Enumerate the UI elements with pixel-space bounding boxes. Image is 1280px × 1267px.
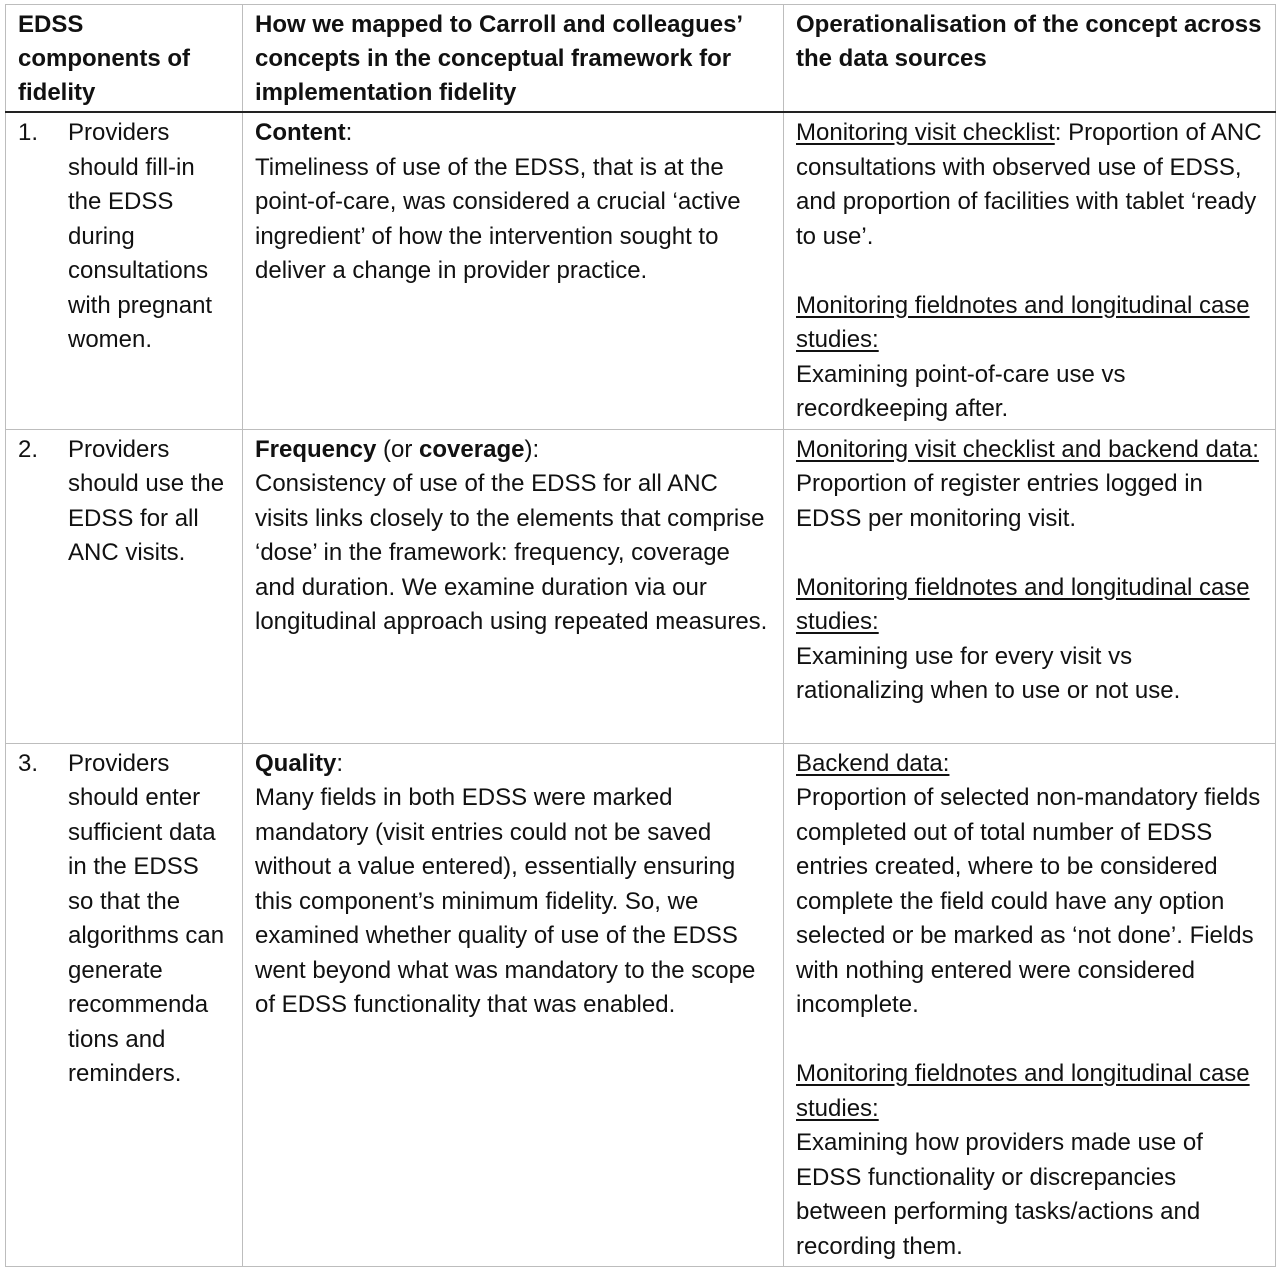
table-row	[6, 429, 1276, 743]
header-carroll-mapping: How we mapped to Carroll and colleagues’ concepts in the conceptual framework for implementation fidelity	[243, 5, 784, 113]
concept-suffix: :	[345, 119, 353, 146]
concept-name: Content	[255, 119, 346, 146]
header-row	[6, 5, 1276, 113]
data-source-label: Monitoring fieldnotes and longitudinal case studies:	[796, 291, 1250, 353]
data-source-sep: :	[1054, 119, 1069, 146]
concept-text: Consistency of use of the EDSS for all ANC visits links closely to the elements that comprise ‘dose’ in the framework: frequency, coverage and duration. We examine duration via our longitudinal approach using repeated measures.	[255, 470, 768, 635]
concept-name-alt: coverage	[419, 435, 525, 463]
concept-cell	[243, 743, 784, 1267]
data-source-label: Monitoring fieldnotes and longitudinal case studies:	[796, 573, 1250, 635]
paragraph-gap	[796, 1023, 1263, 1058]
op-entry	[796, 433, 1263, 537]
operationalisation-cell	[784, 429, 1276, 743]
row-number: 3.	[18, 749, 39, 777]
row-number: 1.	[18, 119, 39, 146]
operationalisation-cell	[784, 112, 1276, 429]
op-entry	[796, 116, 1263, 254]
concept-mid: (or	[376, 435, 420, 463]
concept-text: Many fields in both EDSS were marked mandatory (visit entries could not be saved without a value entered), essentially ensuring this component’s minimum fidelity. So, we examined whether quality of use of the EDSS went beyond what was mandatory to the scope of EDSS functionality that was enabled.	[255, 784, 756, 1018]
table-row	[6, 743, 1276, 1267]
op-entry	[796, 571, 1263, 709]
op-entry	[796, 1057, 1263, 1264]
paragraph-gap	[796, 536, 1263, 571]
operationalisation-cell	[784, 743, 1276, 1267]
data-source-label: Monitoring visit checklist and backend data:	[796, 435, 1259, 463]
data-source-label: Monitoring visit checklist	[796, 119, 1055, 146]
op-text: Examining use for every visit vs rationalizing when to use or not use.	[796, 642, 1181, 704]
concept-name: Quality	[255, 749, 337, 777]
op-entry	[796, 289, 1263, 427]
op-text: Proportion of ANC consultations with observed use of EDSS, and proportion of facilities with tablet ‘ready to use’.	[796, 119, 1262, 250]
table-row	[6, 112, 1276, 429]
component-text: Providers should enter sufficient data in the EDSS so that the algorithms can generate recommenda tions and reminders.	[68, 749, 225, 1087]
concept-cell	[243, 429, 784, 743]
component-cell	[6, 429, 243, 743]
concept-heading	[255, 116, 771, 151]
op-text: Examining how providers made use of EDSS functionality or discrepancies between performing tasks/actions and recording them.	[796, 1129, 1203, 1260]
concept-heading	[255, 433, 771, 468]
concept-name: Frequency	[255, 435, 377, 463]
header-operationalisation: Operationalisation of the concept across the data sources	[784, 5, 1276, 113]
concept-heading	[255, 747, 771, 782]
concept-cell	[243, 112, 784, 429]
component-cell	[6, 112, 243, 429]
op-text: Examining point-of-care use vs recordkeeping after.	[796, 360, 1126, 422]
op-text: Proportion of register entries logged in EDSS per monitoring visit.	[796, 470, 1203, 532]
op-entry	[796, 747, 1263, 1023]
component-cell	[6, 743, 243, 1267]
data-source-label: Monitoring fieldnotes and longitudinal case studies:	[796, 1060, 1250, 1122]
concept-suffix: ):	[524, 435, 540, 463]
concept-suffix: :	[336, 749, 344, 777]
header-edss-components: EDSS components of fidelity	[6, 5, 243, 113]
paragraph-gap	[796, 254, 1263, 289]
op-text: Proportion of selected non-mandatory fields completed out of total number of EDSS entries created, where to be considered complete the field could have any option selected or be marked as ‘not done’. Fields with nothing entered were considered incomplete.	[796, 784, 1261, 1018]
row-number: 2.	[18, 435, 39, 463]
data-source-label: Backend data:	[796, 749, 950, 777]
fidelity-table	[5, 4, 1276, 1267]
concept-text: Timeliness of use of the EDSS, that is at the point-of-care, was considered a crucial ‘active ingredient’ of how the intervention sought to deliver a change in provider practice.	[255, 153, 741, 284]
component-text: Providers should use the EDSS for all ANC visits.	[68, 435, 225, 566]
component-text: Providers should fill-in the EDSS during consultations with pregnant women.	[68, 119, 213, 353]
